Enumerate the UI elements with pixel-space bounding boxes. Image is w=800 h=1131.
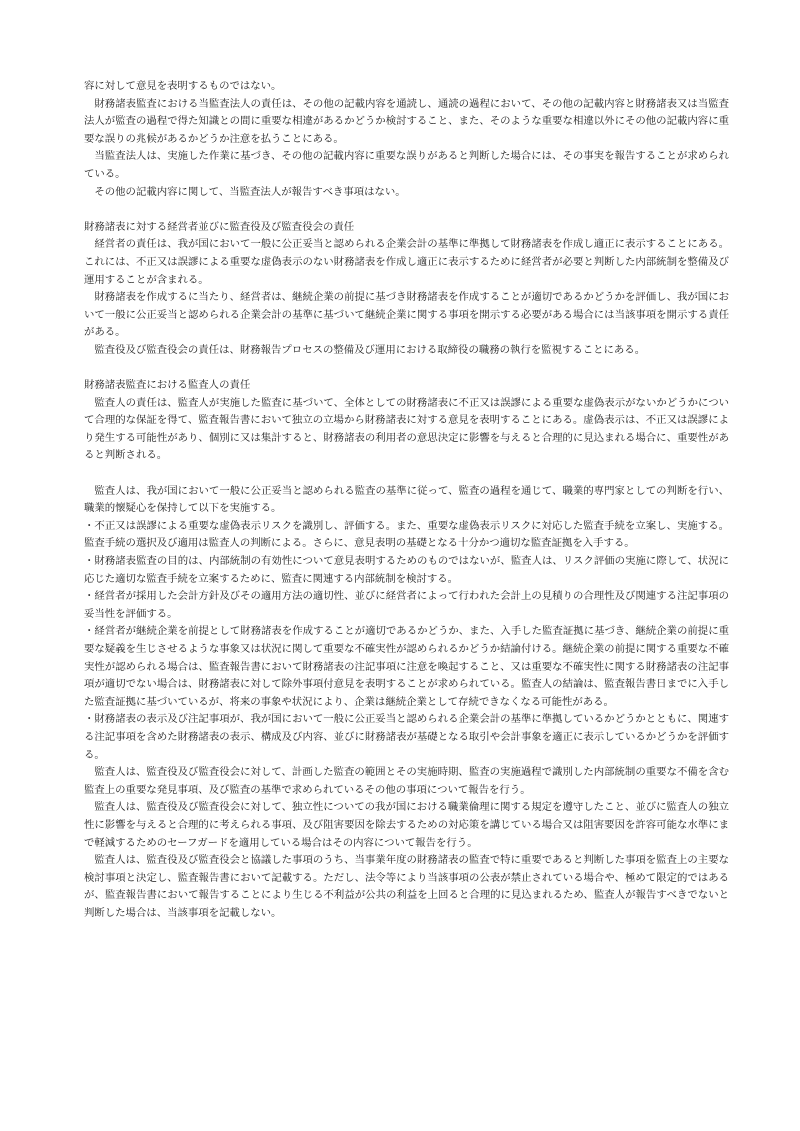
spacer <box>84 201 729 219</box>
paragraph-auditor-procedures: 監査人は、我が国において一般に公正妥当と認められる監査の基準に従って、監査の過程を通じて、職業的専門家としての判断を行い、職業的懐疑心を保持して以下を実施する。 <box>84 484 729 515</box>
document-page <box>84 78 729 923</box>
spacer <box>84 465 729 483</box>
bullet-going-concern: ・経営者が継続企業を前提として財務諸表を作成することが適切であるかどうか、また、入手した監査証拠に基づき、継続企業の前提に重要な疑義を生じさせるような事象又は状況に関して重要な不確実性が認められるかどうか結論付ける。継続企業の前提に関する重要な不確実性が認められる場合は、監査報告書において財務諸表の注記事項に注意を喚起すること、又は重要な不確実性に関する財務諸表の注記事項が適切でない場合は、財務諸表に対して除外事項付意見を表明することが求められている。監査人の結論は、監査報告書日までに入手した監査証拠に基づいているが、将来の事象や状況により、企業は継続企業として存続できなくなる可能性がある。 <box>84 625 729 708</box>
paragraph-communication-scope: 監査人は、監査役及び監査役会に対して、計画した監査の範囲とその実施時期、監査の実施過程で識別した内部統制の重要な不備を含む監査上の重要な発見事項、及び監査の基準で求められているその他の事項について報告を行う。 <box>84 766 729 796</box>
paragraph-independence: 監査人は、監査役及び監査役会に対して、独立性についての我が国における職業倫理に関する規定を遵守したこと、並びに監査人の独立性に影響を与えると合理的に考えられる事項、及び阻害要因を除去するための対応策を講じている場合又は阻害要因を許容可能な水準にまで軽減するためのセーフガードを適用している場合はその内容について報告を行う。 <box>84 801 729 849</box>
paragraph-other-info-report-duty: 当監査法人は、実施した作業に基づき、その他の記載内容に重要な誤りがあると判断した場合には、その事実を報告することが求められている。 <box>84 150 729 180</box>
paragraph-auditor-responsibility: 監査人の責任は、監査人が実施した監査に基づいて、全体としての財務諸表に不正又は誤謬による重要な虚偽表示がないかどうかについて合理的な保証を得て、監査報告書において独立の立場から財務諸表に対する意見を表明することにある。虚偽表示は、不正又は誤謬により発生する可能性があり、個別に又は集計すると、財務諸表の利用者の意思決定に影響を与えると合理的に見込まれる場合に、重要性があると判断される。 <box>84 396 729 462</box>
section-heading-management: 財務諸表に対する経営者並びに監査役及び監査役会の責任 <box>84 220 355 233</box>
spacer <box>84 360 729 378</box>
paragraph-continuation: 容に対して意見を表明するものではない。 <box>84 80 282 92</box>
paragraph-audit-board-responsibility: 監査役及び監査役会の責任は、財務報告プロセスの整備及び運用における取締役の職務の執行を監視することにある。 <box>94 343 646 356</box>
bullet-accounting-policies: ・経営者が採用した会計方針及びその適用方法の適切性、並びに経営者によって行われた会計上の見積りの合理性及び関連する注記事項の妥当性を評価する。 <box>84 590 729 620</box>
paragraph-going-concern: 財務諸表を作成するに当たり、経営者は、継続企業の前提に基づき財務諸表を作成することが適切であるかどうかを評価し、我が国において一般に公正妥当と認められる企業会計の基準に基づいて継続企業に関する事項を開示する必要がある場合には当該事項を開示する責任がある。 <box>84 291 729 339</box>
paragraph-management-responsibility: 経営者の責任は、我が国において一般に公正妥当と認められる企業会計の基準に準拠して財務諸表を作成し適正に表示することにある。これには、不正又は誤謬による重要な虚偽表示のない財務諸表を作成し適正に表示するために経営者が必要と判断した内部統制を整備及び運用することが含まれる。 <box>84 238 729 286</box>
bullet-internal-control: ・財務諸表監査の目的は、内部統制の有効性について意見表明するためのものではないが、監査人は、リスク評価の実施に際して、状況に応じた適切な監査手続を立案するために、監査に関連する内部統制を検討する。 <box>84 555 729 585</box>
paragraph-other-info-responsibility: 財務諸表監査における当監査法人の責任は、その他の記載内容を通読し、通読の過程において、その他の記載内容と財務諸表又は当監査法人が監査の過程で得た知識との間に重要な相違があるかどうか検討すること、また、そのような重要な相違以外にその他の記載内容に重要な誤りの兆候があるかどうか注意を払うことにある。 <box>84 97 729 145</box>
bullet-presentation: ・財務諸表の表示及び注記事項が、我が国において一般に公正妥当と認められる企業会計の基準に準拠しているかどうかとともに、関連する注記事項を含めた財務諸表の表示、構成及び内容、並びに財務諸表が基礎となる取引や会計事象を適正に表示しているかどうかを評価する。 <box>84 713 729 761</box>
bullet-risk-assessment: ・不正又は誤謬による重要な虚偽表示リスクを識別し、評価する。また、重要な虚偽表示リスクに対応した監査手続を立案し、実施する。監査手続の選択及び適用は監査人の判断による。さらに、意見表明の基礎となる十分かつ適切な監査証拠を入手する。 <box>84 519 729 550</box>
paragraph-key-audit-matters: 監査人は、監査役及び監査役会と協議した事項のうち、当事業年度の財務諸表の監査で特に重要であると判断した事項を監査上の主要な検討事項と決定し、監査報告書において記載する。ただし、法令等により当該事項の公表が禁止されている場合や、極めて限定的ではあるが、監査報告書において報告することにより生じる不利益が公共の利益を上回ると合理的に見込まれるため、監査人が報告すべきでないと判断した場合は、当該事項を記載しない。 <box>84 854 729 919</box>
section-heading-auditor: 財務諸表監査における監査人の責任 <box>84 379 251 392</box>
paragraph-other-info-conclusion: その他の記載内容に関して、当監査法人が報告すべき事項はない。 <box>94 185 406 198</box>
